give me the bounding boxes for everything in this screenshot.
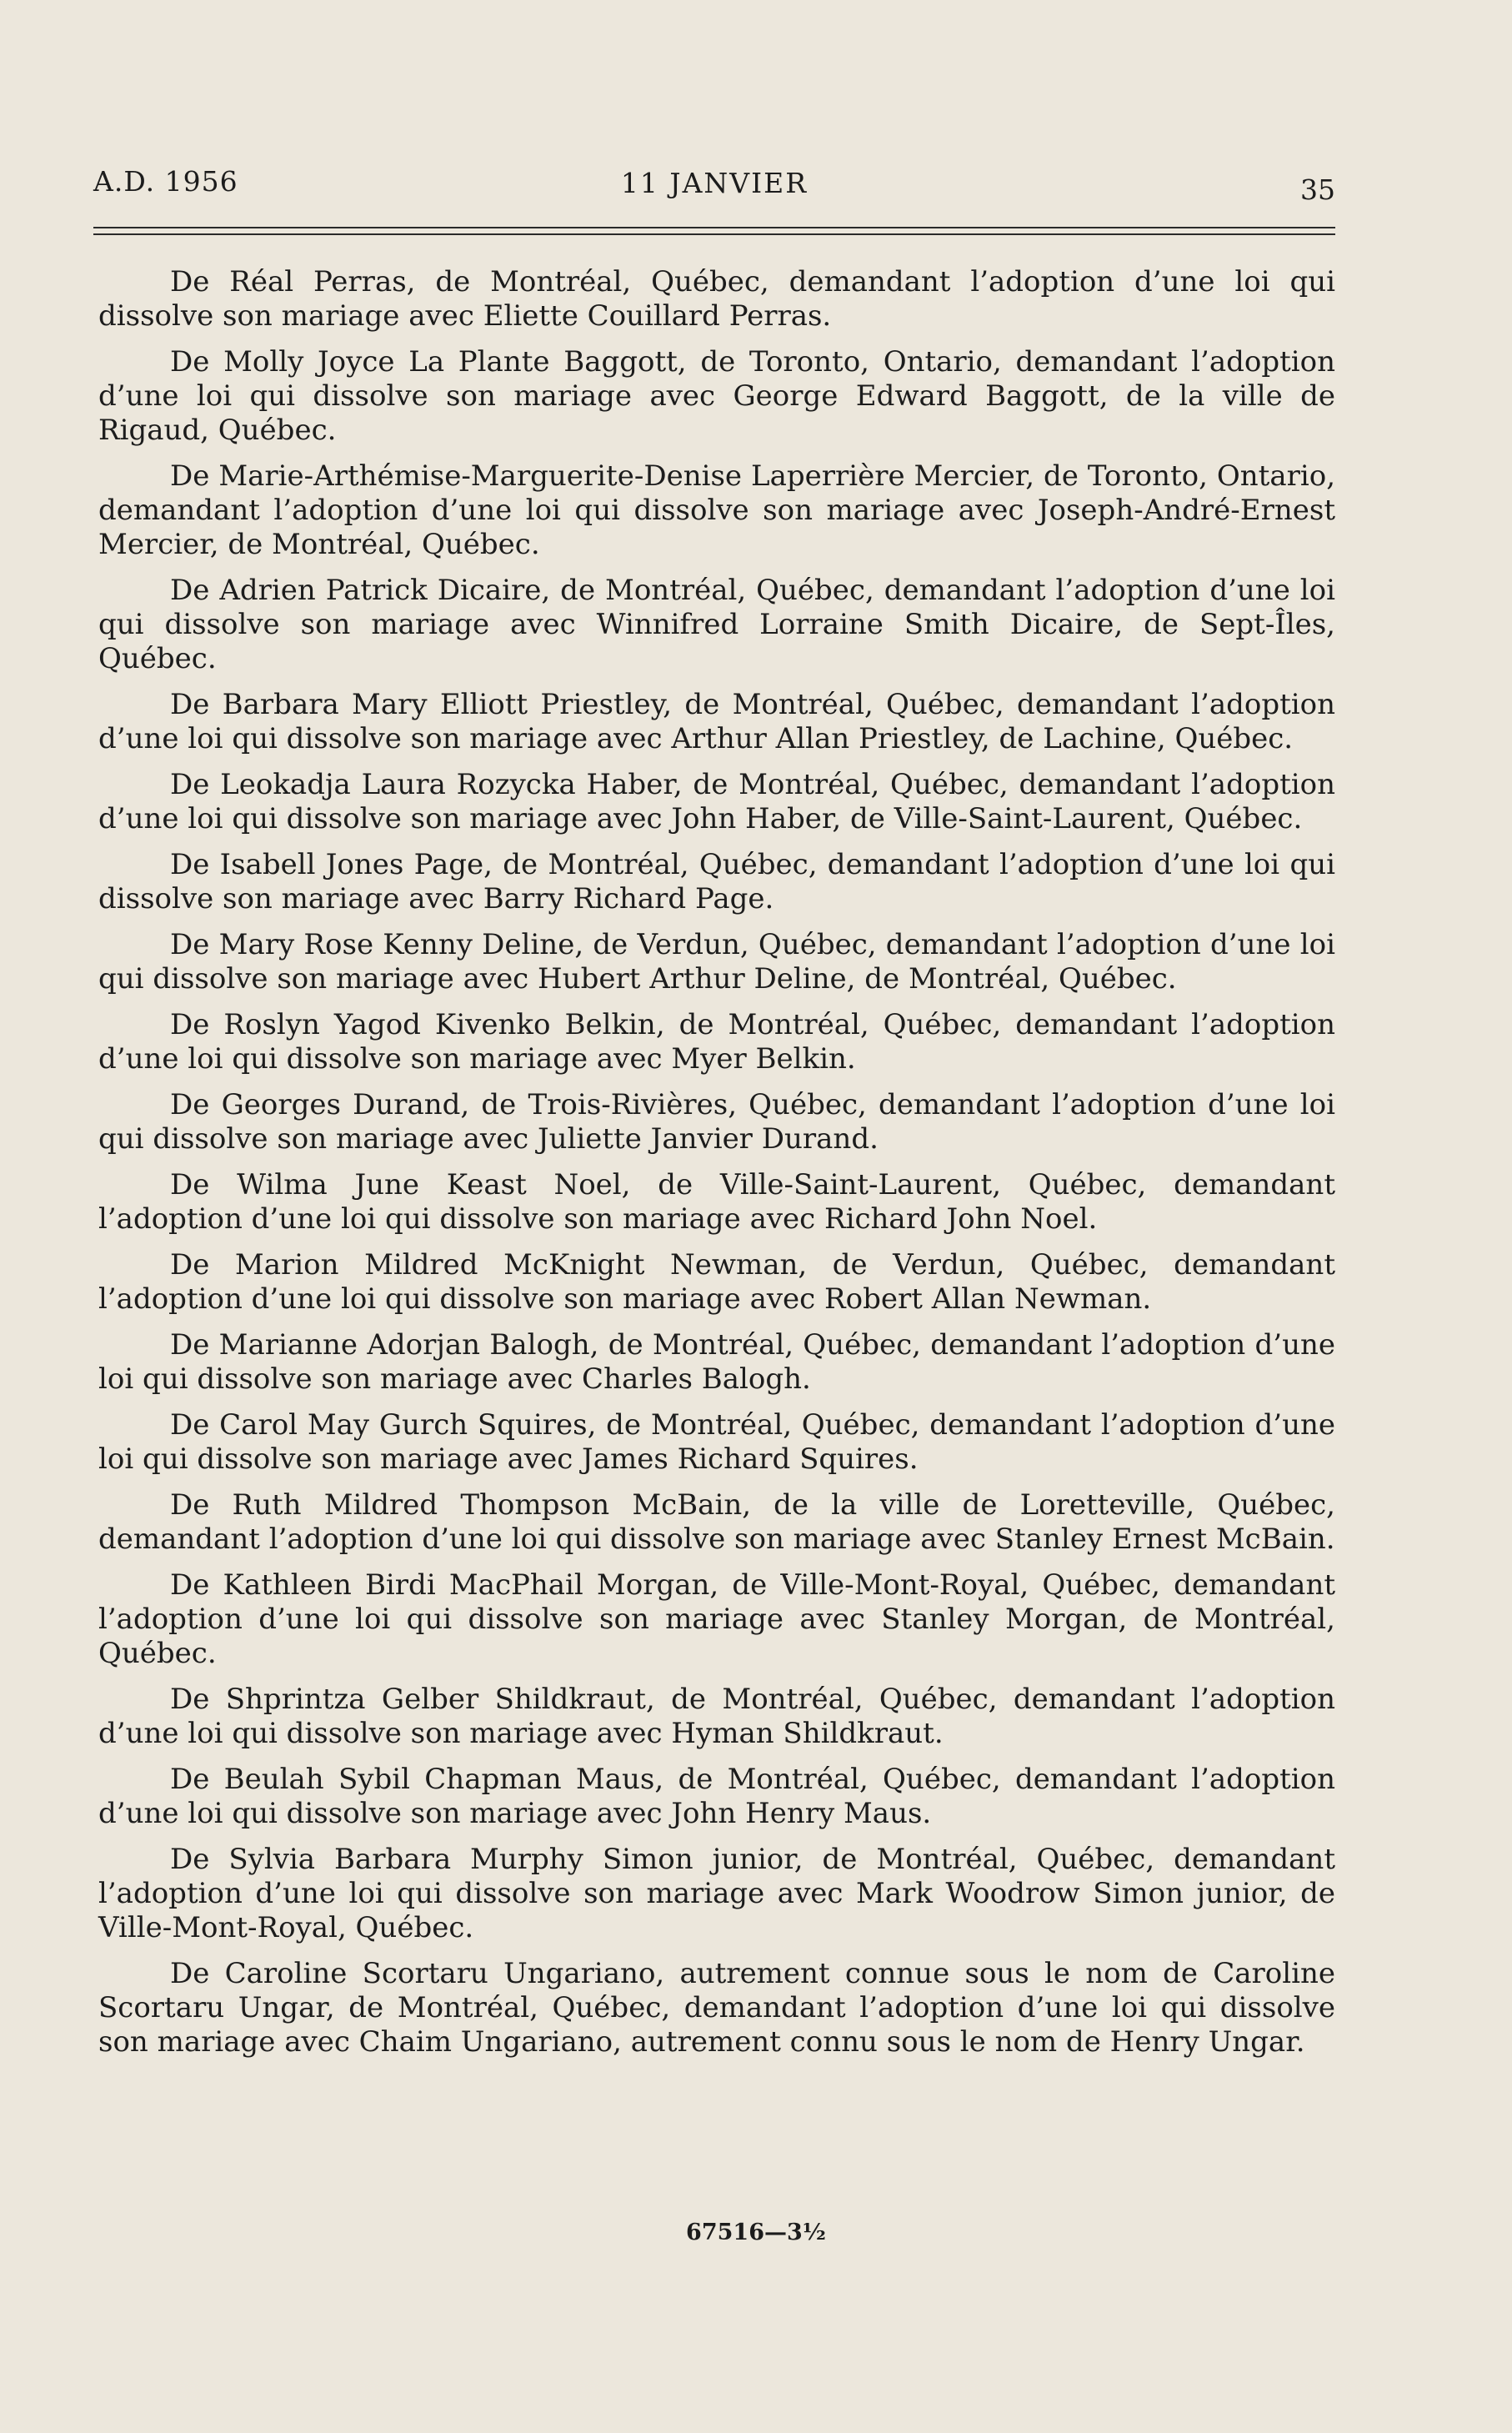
petition-paragraph: De Kathleen Birdi MacPhail Morgan, de Ville-Mont-Royal, Québec, demandant l’adoption d’une loi qui dissolve son mariage avec Stanley Morgan, de Montréal, Québec. <box>98 1568 1335 1670</box>
header-date: 11 JANVIER <box>620 167 809 199</box>
petition-paragraph: De Georges Durand, de Trois-Rivières, Québec, demandant l’adoption d’une loi qui dissolve son mariage avec Juliette Janvier Durand. <box>98 1088 1335 1156</box>
petition-paragraph: De Barbara Mary Elliott Priestley, de Montréal, Québec, demandant l’adoption d’une loi qui dissolve son mariage avec Arthur Allan Priestley, de Lachine, Québec. <box>98 688 1335 755</box>
page-header <box>93 165 1335 207</box>
petition-paragraph: De Shprintza Gelber Shildkraut, de Montréal, Québec, demandant l’adoption d’une loi qui dissolve son mariage avec Hyman Shildkraut. <box>98 1683 1335 1750</box>
petition-paragraph: De Roslyn Yagod Kivenko Belkin, de Montréal, Québec, demandant l’adoption d’une loi qui dissolve son mariage avec Myer Belkin. <box>98 1008 1335 1076</box>
header-year: A.D. 1956 <box>93 165 238 198</box>
petition-list <box>98 265 1335 2071</box>
page-number: 35 <box>1300 173 1335 206</box>
petition-paragraph: De Wilma June Keast Noel, de Ville-Saint-Laurent, Québec, demandant l’adoption d’une loi qui dissolve son mariage avec Richard John Noel. <box>98 1168 1335 1236</box>
petition-paragraph: De Adrien Patrick Dicaire, de Montréal, Québec, demandant l’adoption d’une loi qui dissolve son mariage avec Winnifred Lorraine Smith Dicaire, de Sept-Îles, Québec. <box>98 574 1335 675</box>
petition-paragraph: De Mary Rose Kenny Deline, de Verdun, Québec, demandant l’adoption d’une loi qui dissolve son mariage avec Hubert Arthur Deline, de Montréal, Québec. <box>98 928 1335 996</box>
petition-paragraph: De Ruth Mildred Thompson McBain, de la ville de Loretteville, Québec, demandant l’adoption d’une loi qui dissolve son mariage avec Stanley Ernest McBain. <box>98 1488 1335 1556</box>
petition-paragraph: De Sylvia Barbara Murphy Simon junior, de Montréal, Québec, demandant l’adoption d’une loi qui dissolve son mariage avec Mark Woodrow Simon junior, de Ville-Mont-Royal, Québec. <box>98 1843 1335 1944</box>
petition-paragraph: De Marie-Arthémise-Marguerite-Denise Laperrière Mercier, de Toronto, Ontario, demandant l’adoption d’une loi qui dissolve son mariage avec Joseph-André-Ernest Mercier, de Montréal, Québec. <box>98 459 1335 561</box>
printer-signature: 67516—3½ <box>686 2220 826 2245</box>
header-rule-bottom <box>93 233 1335 235</box>
header-rule-top <box>93 227 1335 228</box>
petition-paragraph: De Caroline Scortaru Ungariano, autrement connue sous le nom de Caroline Scortaru Ungar, de Montréal, Québec, demandant l’adoption d’une loi qui dissolve son mariage avec Chaim Ungariano, autrement connu sous le nom de Henry Ungar. <box>98 1957 1335 2059</box>
petition-paragraph: De Leokadja Laura Rozycka Haber, de Montréal, Québec, demandant l’adoption d’une loi qui dissolve son mariage avec John Haber, de Ville-Saint-Laurent, Québec. <box>98 768 1335 835</box>
petition-paragraph: De Marion Mildred McKnight Newman, de Verdun, Québec, demandant l’adoption d’une loi qui dissolve son mariage avec Robert Allan Newman. <box>98 1248 1335 1316</box>
petition-paragraph: De Marianne Adorjan Balogh, de Montréal, Québec, demandant l’adoption d’une loi qui dissolve son mariage avec Charles Balogh. <box>98 1328 1335 1396</box>
petition-paragraph: De Beulah Sybil Chapman Maus, de Montréal, Québec, demandant l’adoption d’une loi qui dissolve son mariage avec John Henry Maus. <box>98 1763 1335 1830</box>
petition-paragraph: De Molly Joyce La Plante Baggott, de Toronto, Ontario, demandant l’adoption d’une loi qui dissolve son mariage avec George Edward Baggott, de la ville de Rigaud, Québec. <box>98 345 1335 447</box>
petition-paragraph: De Carol May Gurch Squires, de Montréal, Québec, demandant l’adoption d’une loi qui dissolve son mariage avec James Richard Squires. <box>98 1408 1335 1476</box>
petition-paragraph: De Isabell Jones Page, de Montréal, Québec, demandant l’adoption d’une loi qui dissolve son mariage avec Barry Richard Page. <box>98 848 1335 916</box>
petition-paragraph: De Réal Perras, de Montréal, Québec, demandant l’adoption d’une loi qui dissolve son mariage avec Eliette Couillard Perras. <box>98 265 1335 333</box>
